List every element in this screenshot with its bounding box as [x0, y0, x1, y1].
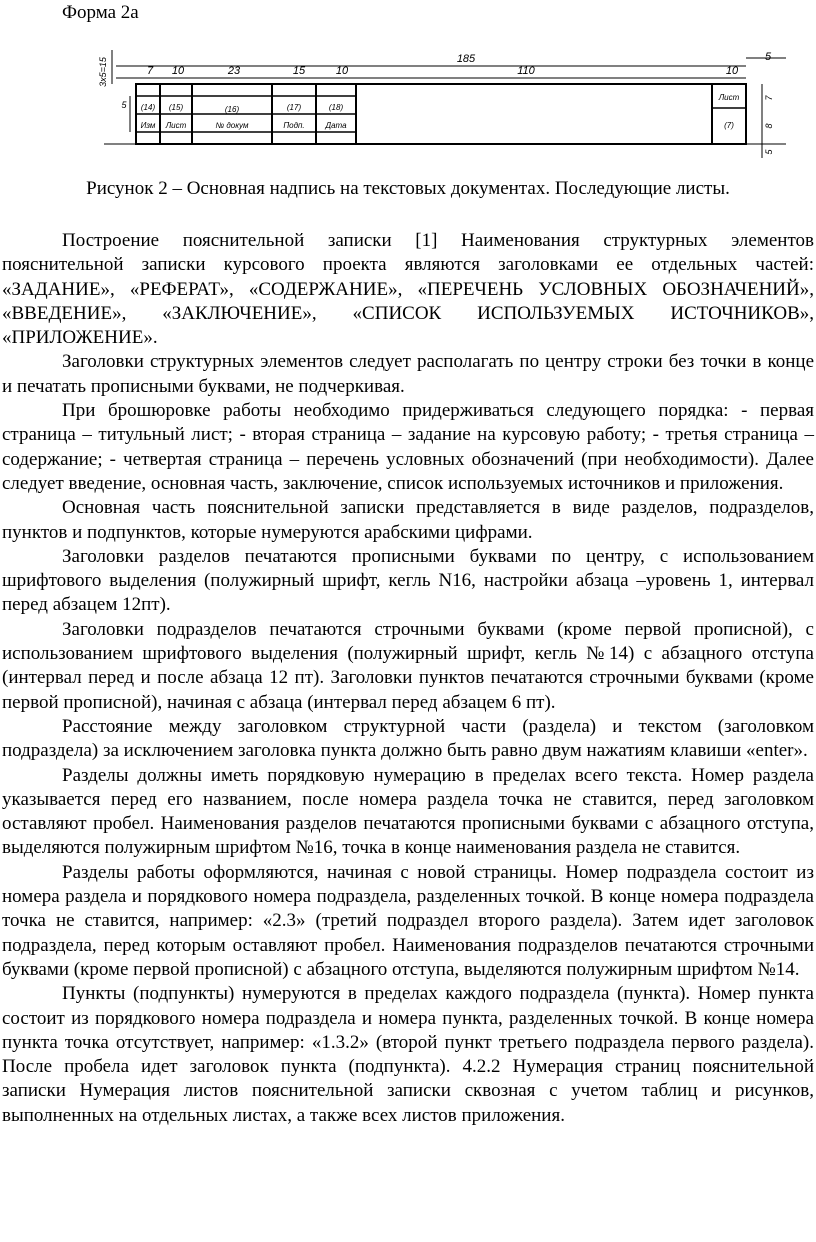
paragraph: При брошюровке работы необходимо придерживаться следующего порядка: - первая страница – титульный лист; - вторая страница – задание на курсовую работу; - третья страница – содержание; - четвертая страница – перечень условных обозначений (при необходимости). Далее следует введение, основная часть, заключение, список используемых источников и приложения.: [2, 400, 814, 494]
dim-col-3: 23: [227, 65, 241, 77]
paragraph: Основная часть пояснительной записки представляется в виде разделов, подразделов, пунктов и подпунктов, которые нумеруются арабскими цифрами.: [2, 497, 814, 543]
dim-col-2: 10: [171, 65, 185, 77]
paragraph: Разделы должны иметь порядковую нумерацию в пределах всего текста. Номер раздела указывается перед его названием, после номера раздела точка не ставится, перед заголовком оставляют пробел. Наименования разделов печатаются прописными буквами с абзацного отступа, выделяются полужирным шрифтом №16, точка в конце наименования раздела не ставится.: [2, 764, 814, 859]
header-izm: Изм: [140, 121, 156, 130]
dim-col-1: 7: [146, 65, 154, 77]
form-label: Форма 2а: [62, 2, 139, 23]
dim-row-right-3: 5: [764, 149, 774, 155]
cell-number-18: (18): [328, 103, 344, 112]
dim-row: 5: [121, 100, 127, 110]
dim-row-right-1: 7: [764, 95, 774, 101]
dim-col-6: 110: [517, 65, 535, 77]
figure-caption: Рисунок 2 – Основная надпись на текстовых документах. Последующие листы.: [86, 178, 730, 199]
sheet-number: (7): [724, 121, 734, 130]
paragraph: Пункты (подпункты) нумеруются в пределах каждого подраздела (пункта). Номер пункта состоит из порядкового номера подраздела и номера пункта, разделенных точкой. В конце номера пункта точка отсутствует, например: «1.3.2» (второй пункт третьего подраздела первого раздела). После пробела идет заголовок пункта (подпункта). 4.2.2 Нумерация страниц пояснительной записки Нумерация листов пояснительной записки сквозная с учетом таблиц и рисунков, выполненных на отдельных листах, а также всех листов приложения.: [2, 983, 814, 1126]
paragraph: Расстояние между заголовком структурной части (раздела) и текстом (заголовком подраздела) за исключением заголовка пункта должно быть равно двум нажатиям клавиши «enter».: [2, 715, 814, 762]
cell-number-15: (15): [168, 103, 184, 112]
dim-col-4: 15: [292, 65, 306, 77]
paragraph: Заголовки структурных элементов следует располагать по центру строки без точки в конце и печатать прописными буквами, не подчеркивая.: [2, 351, 814, 397]
cell-number-14: (14): [140, 103, 156, 112]
header-date: Дата: [325, 121, 347, 130]
dim-col-7: 10: [725, 65, 739, 77]
header-doc-number: № докум: [215, 121, 249, 130]
dim-row-right-2: 8: [764, 123, 774, 129]
dim-right: 5: [764, 51, 772, 63]
paragraph: Заголовки подразделов печатаются строчными буквами (кроме первой прописной), с использованием шрифтового выделения (полужирный шрифт, кегль №14) с абзацного отступа (интервал перед и после абзаца 12 пт). Заголовки пунктов печатаются строчными буквами (кроме первой прописной), начиная с абзаца (интервал перед абзацем 6 пт).: [2, 618, 814, 713]
body-text: [2, 229, 814, 1128]
paragraph: Заголовки разделов печатаются прописными буквами по центру, с использованием шрифтового выделения (полужирный шрифт, кегль N16, настройки абзаца –уровень 1, интервал перед абзацем 12пт).: [2, 545, 814, 616]
header-signature: Подп.: [283, 121, 305, 130]
paragraph: Построение пояснительной записки [1] Наименования структурных элементов пояснительной записки курсового проекта являются заголовками ее отдельных частей: «ЗАДАНИЕ», «РЕФЕРАТ», «СОДЕРЖАНИЕ», «ПЕРЕЧЕНЬ УСЛОВНЫХ ОБОЗНАЧЕНИЙ», «ВВЕДЕНИЕ», «ЗАКЛЮЧЕНИЕ», «СПИСОК ИСПОЛЬЗУЕМЫХ ИСТОЧНИКОВ», «ПРИЛОЖЕНИЕ».: [2, 230, 814, 349]
dim-col-5: 10: [335, 65, 349, 77]
dim-total: 185: [456, 53, 476, 65]
sheet-label: Лист: [718, 93, 740, 102]
header-list: Лист: [165, 121, 187, 130]
dim-height-total: 3x5=15: [98, 57, 108, 87]
title-block-figure: [96, 48, 786, 160]
cell-number-17: (17): [286, 103, 302, 112]
cell-number-16: (16): [224, 105, 240, 114]
paragraph: Разделы работы оформляются, начиная с новой страницы. Номер подраздела состоит из номера раздела и порядкового номера подраздела, разделенных точкой. В конце номера подраздела точка не ставится, например: «2.3» (третий подраздел второго раздела). Затем идет заголовок подраздела, перед которым оставляют пробел. Наименования подразделов печатаются строчными буквами (кроме первой прописной) с абзацного отступа, выделяются полужирным шрифтом №14.: [2, 861, 814, 980]
